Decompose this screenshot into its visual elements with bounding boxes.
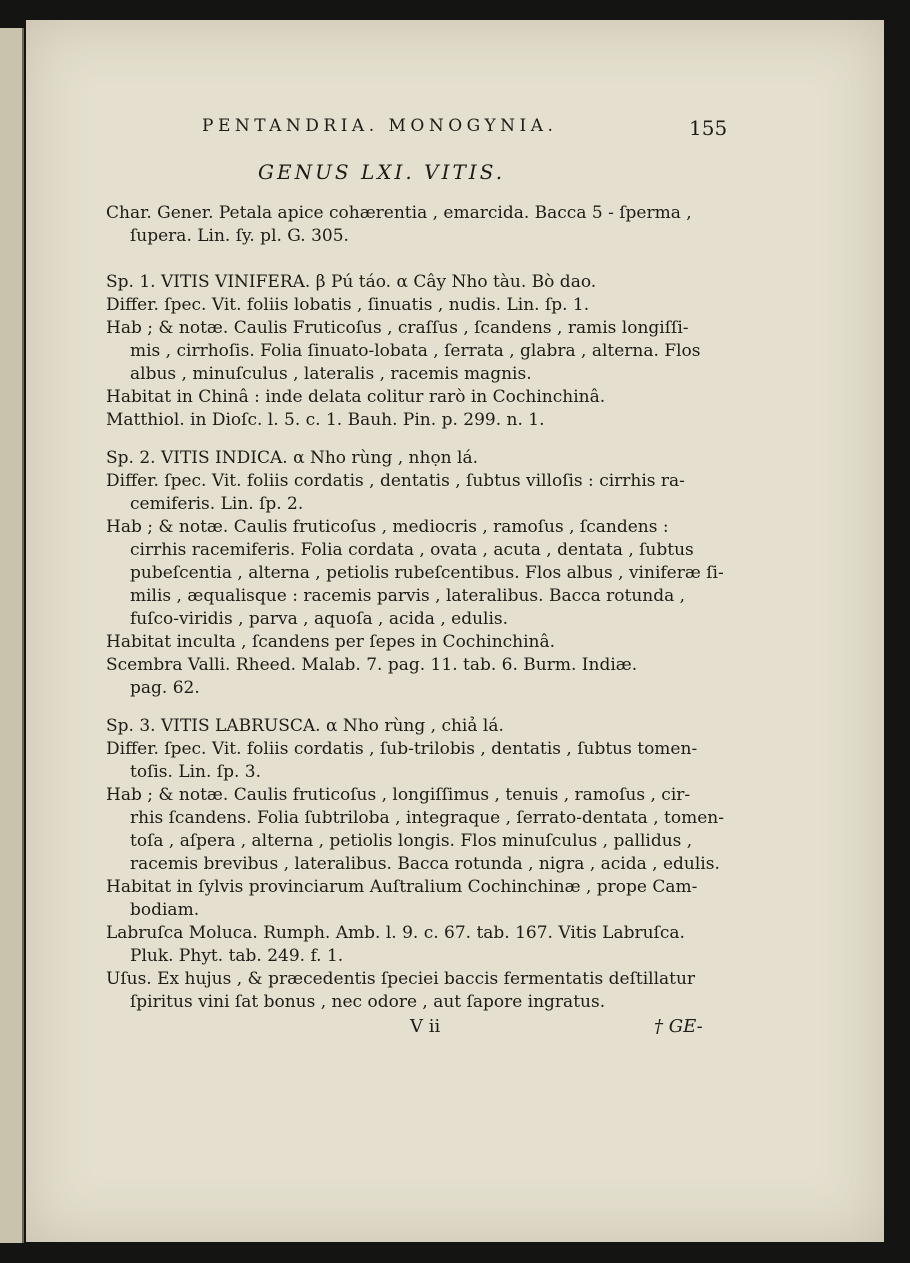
text-line: Hab ; & notæ. Caulis fruticoſus , longiſſimus , tenuis , ramoſus , cir- <box>106 785 691 805</box>
running-head: PENTANDRIA. MONOGYNIA. <box>202 116 558 136</box>
text-line: ſpiritus vini ſat bonus , nec odore , aut ſapore ingratus. <box>130 992 606 1012</box>
text-line: Differ. ſpec. Vit. foliis cordatis , ſub-trilobis , dentatis , ſubtus tomen- <box>106 739 698 759</box>
text-line: cirrhis racemiferis. Folia cordata , ovata , acuta , dentata , ſubtus <box>130 540 694 560</box>
text-line: toſa , aſpera , alterna , petiolis longis. Flos minuſculus , pallidus , <box>130 831 693 851</box>
text-line: cemiferis. Lin. ſp. 2. <box>130 494 304 514</box>
text-line: Habitat inculta , ſcandens per ſepes in Cochinchinâ. <box>106 632 556 652</box>
text-line: rhis ſcandens. Folia ſubtriloba , integraque , ſerrato-dentata , tomen- <box>130 808 724 828</box>
text-line: albus , minuſculus , lateralis , racemis magnis. <box>130 364 532 384</box>
text-line: fuſco-viridis , parva , aquoſa , acida , edulis. <box>130 609 509 629</box>
text-line: bodiam. <box>130 900 200 920</box>
book-page <box>26 20 884 1242</box>
text-line: Char. Gener. Petala apice cohærentia , emarcida. Bacca 5 - ſperma , <box>106 203 692 223</box>
text-line: Uſus. Ex hujus , & præcedentis ſpeciei baccis fermentatis deſtillatur <box>106 969 696 989</box>
genus-title: GENUS LXI. VITIS. <box>258 160 506 184</box>
text-line: Sp. 3. VITIS LABRUSCA. α Nho rùng , chiả lá. <box>106 716 504 736</box>
text-line: Hab ; & notæ. Caulis fruticoſus , mediocris , ramoſus , ſcandens : <box>106 517 669 537</box>
text-line: Differ. ſpec. Vit. foliis lobatis , ſinuatis , nudis. Lin. ſp. 1. <box>106 295 590 315</box>
text-line: racemis brevibus , lateralibus. Bacca rotunda , nigra , acida , edulis. <box>130 854 720 874</box>
text-line: Sp. 1. VITIS VINIFERA. β Pú táo. α Cây Nho tàu. Bò dao. <box>106 272 597 292</box>
text-line: ſupera. Lin. ſy. pl. G. 305. <box>130 226 349 246</box>
text-line: Sp. 2. VITIS INDICA. α Nho rùng , nhọn lá. <box>106 448 479 468</box>
text-line: Habitat in ſylvis provinciarum Auſtralium Cochinchinæ , prope Cam- <box>106 877 698 897</box>
catchword: † GE- <box>654 1016 703 1037</box>
text-line: Matthiol. in Dioſc. l. 5. c. 1. Bauh. Pin. p. 299. n. 1. <box>106 410 545 430</box>
text-line: Differ. ſpec. Vit. foliis cordatis , dentatis , ſubtus villoſis : cirrhis ra- <box>106 471 685 491</box>
previous-page-edge <box>0 28 24 1243</box>
text-line: Habitat in Chinâ : inde delata colitur rarò in Cochinchinâ. <box>106 387 606 407</box>
text-line: pubeſcentia , alterna , petiolis rubeſcentibus. Flos albus , viniferæ ſi- <box>130 563 724 583</box>
text-line: Scembra Valli. Rheed. Malab. 7. pag. 11. tab. 6. Burm. Indiæ. <box>106 655 638 675</box>
text-line: pag. 62. <box>130 678 200 698</box>
text-line: Labruſca Moluca. Rumph. Amb. l. 9. c. 67. tab. 167. Vitis Labruſca. <box>106 923 685 943</box>
text-line: mis , cirrhoſis. Folia ſinuato-lobata , ſerrata , glabra , alterna. Flos <box>130 341 701 361</box>
page-number: 155 <box>689 116 728 140</box>
signature-mark: V ii <box>410 1016 441 1037</box>
text-line: Pluk. Phyt. tab. 249. f. 1. <box>130 946 344 966</box>
text-line: milis , æqualisque : racemis parvis , lateralibus. Bacca rotunda , <box>130 586 686 606</box>
text-line: Hab ; & notæ. Caulis Fruticoſus , craſſus , ſcandens , ramis longiſſi- <box>106 318 689 338</box>
text-line: toſis. Lin. ſp. 3. <box>130 762 262 782</box>
